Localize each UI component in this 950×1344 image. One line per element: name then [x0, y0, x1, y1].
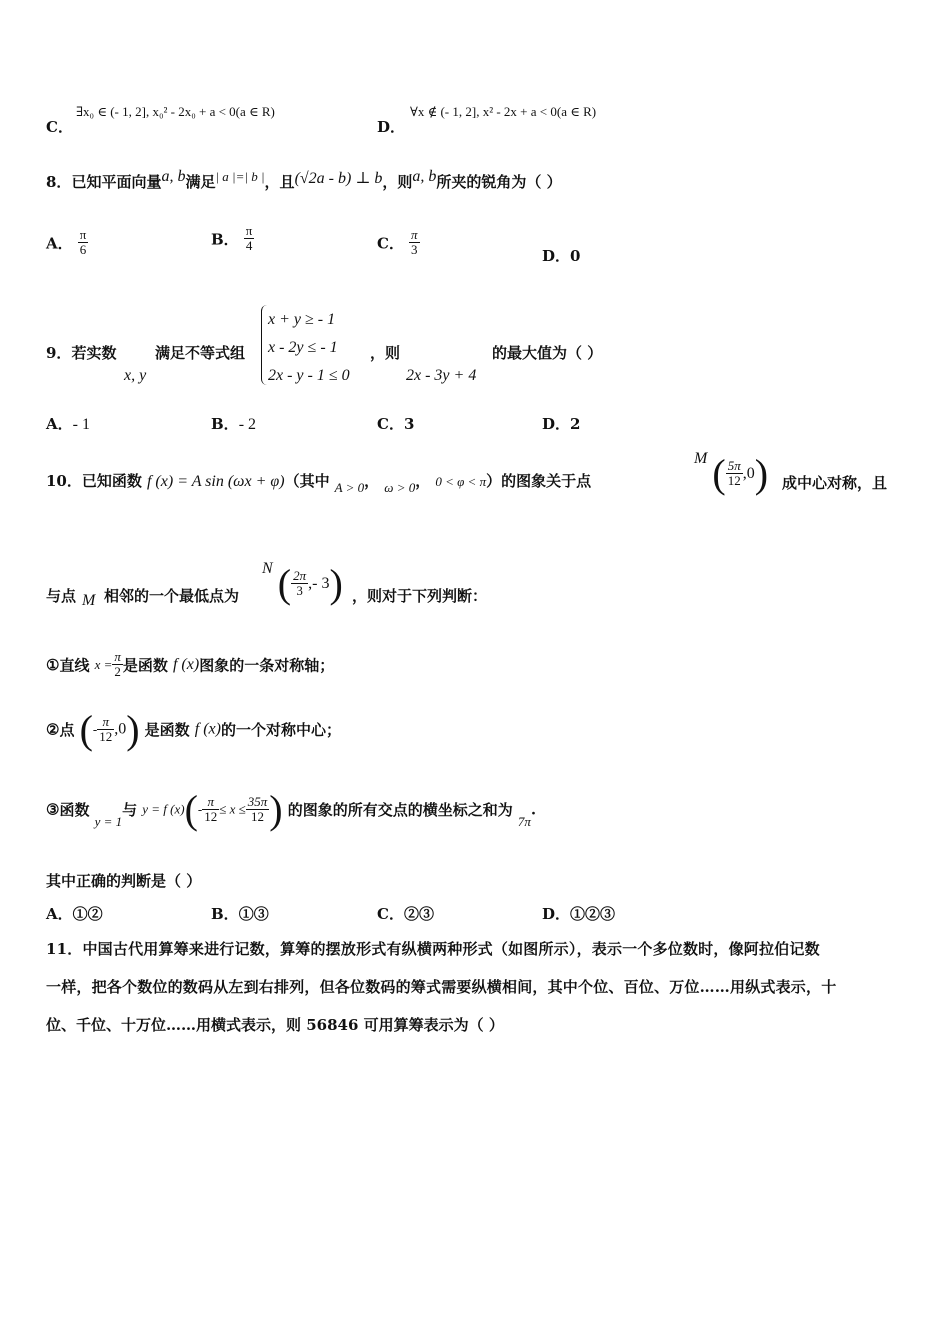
q9-option-label: D．: [542, 415, 571, 433]
q9-option-value: - 2: [238, 416, 257, 433]
q9-option-label: B．: [211, 415, 239, 433]
q10-stem-line1: 10．已知函数 f (x) = A sin (ωx + φ)（其中 $_{A > 0}$， $_{\omega > 0}$， 0 < φ < π）的图象关于点: [46, 472, 592, 495]
q10-text: 已知函数: [81, 472, 142, 490]
q9-text-system: 满足不等式组: [155, 344, 246, 362]
q9-number-text: [46, 342, 116, 363]
q10-ask: 其中正确的判断是（ ）: [46, 872, 202, 890]
q10-statement-2-y: 0: [118, 720, 127, 738]
q10-point-n-x: [291, 569, 308, 599]
fraction-numerator: π: [202, 795, 219, 810]
fraction-denominator: 6: [79, 242, 87, 258]
q9-option-label: A．: [46, 415, 73, 433]
q7-option-d-label: D．: [377, 118, 406, 136]
q10-statement-2-minus: -: [92, 721, 98, 737]
q10-text-lowest: 相邻的一个最低点为: [104, 587, 240, 605]
q10-point-m-label: M: [694, 450, 708, 467]
q10-point-m-ref: M: [82, 592, 96, 609]
fraction-numerator: 35π: [247, 793, 268, 809]
q10-option-label: D．: [542, 905, 571, 923]
q10-condition-a: A > 0: [334, 480, 365, 495]
q9-option-value: 2: [570, 415, 581, 433]
fraction-denominator: 3: [296, 583, 303, 598]
q8-text: 所夹的锐角为（ ）: [436, 173, 562, 191]
q8-stem: [46, 168, 562, 192]
q10-point-n: N ( $\frac{2\pi}{3}$ ,- 3): [262, 560, 343, 606]
q10-number: 10．: [46, 472, 82, 490]
q8-text: 满足: [185, 173, 216, 191]
fraction-numerator: π: [97, 715, 114, 730]
q10-option-a: [46, 903, 103, 924]
fraction-numerator: π: [245, 223, 253, 238]
q7-option-c-label: C．: [46, 118, 73, 136]
q9-target-expression: 2x - 3y + 4: [406, 367, 477, 384]
q10-statement-1-x: x =: [94, 656, 113, 672]
q10-condition-phi: 0 < φ < π: [435, 474, 487, 489]
q10-statement-3-sum: 7π: [517, 814, 531, 829]
q11-line-1: 11．中国古代用算筹来进行记数，算筹的摆放形式有纵横两种形式（如图所示），表示一个多位数时，像阿拉伯记数: [46, 940, 820, 958]
q10-text: 直线: [59, 656, 90, 675]
q8-text: ，则: [382, 173, 413, 191]
fraction-numerator: 5π: [727, 457, 741, 473]
q10-option-d: [542, 903, 615, 924]
q10-text: 图象的一条对称轴；: [199, 656, 335, 675]
q9-option-label: C．: [377, 415, 404, 433]
q9-inequality-2: x - 2y ≤ - 1: [268, 339, 338, 356]
q10-option-label: B．: [211, 905, 239, 923]
q9-variables: x, y: [124, 367, 147, 384]
q8-option-b-fraction: [244, 224, 255, 254]
fraction-denominator: 2: [114, 664, 121, 680]
q10-text-with-point: 与点: [46, 587, 77, 605]
q10-point-m-y: 0: [746, 465, 755, 482]
q10-text: （其中: [284, 472, 330, 490]
fraction-denominator: 4: [245, 238, 253, 254]
q9-text-then: ，则: [370, 344, 401, 362]
q9-option-c: [377, 413, 414, 434]
q8-option-label: B．: [211, 230, 239, 249]
q8-option-c-fraction: [409, 228, 420, 258]
q10-statement-1-mark: ①: [46, 655, 60, 674]
q10-text-judgements: ，则对于下列判断：: [352, 587, 488, 605]
q9-inequality-1: x + y ≥ - 1: [268, 311, 336, 328]
q10-text: 点: [59, 721, 75, 739]
q9-text-max: 的最大值为（ ）: [492, 344, 603, 362]
q8-perpendicular: (√2a - b) ⊥ b: [294, 170, 383, 187]
q8-text: 已知平面向量: [71, 173, 162, 191]
q10-statement-2-function: f (x): [194, 720, 221, 738]
q10-statement-3-y1: y = 1: [94, 814, 123, 829]
q10-statement-3-function: y = f (x): [142, 801, 185, 817]
q8-option-a-fraction: [78, 228, 89, 258]
q9-option-d: [542, 413, 580, 434]
q10-point-n-label: N: [262, 560, 273, 577]
q8-text: ，且: [264, 173, 295, 191]
q9-option-value: 3: [403, 415, 415, 433]
q10-option-value: ①②: [72, 905, 103, 923]
fraction-numerator: π: [79, 227, 87, 242]
q7-option-c-expression: ∃x₀ ∈ (- 1, 2], x₀² - 2x₀ + a < 0(a ∈ R): [76, 104, 275, 119]
q10-text: ）的图象关于点: [486, 472, 592, 490]
q11-line-3: 位、千位、十万位……用横式表示，则 56846 可用算筹表示为（ ）: [46, 1016, 504, 1034]
fraction-denominator: 12: [251, 809, 265, 824]
fraction-denominator: 12: [99, 729, 113, 744]
q9-number: 9．: [46, 344, 72, 362]
q10-text: 是函数: [144, 721, 190, 739]
q8-vectors: a, b: [412, 168, 437, 185]
q10-statement-3-range: ≤ x ≤: [219, 801, 246, 817]
q8-option-label: C．: [377, 234, 404, 253]
q10-statement-2-mark: ②: [46, 720, 60, 739]
q10-option-value: ①③: [238, 905, 269, 923]
q10-text: 是函数: [122, 656, 168, 675]
q10-point-n-y: - 3: [312, 575, 330, 592]
q10-option-c: [377, 903, 434, 924]
q8-option-value: 0: [570, 247, 581, 265]
q10-statement-1: [46, 650, 334, 680]
q9-text: 若实数: [71, 344, 117, 362]
q10-statement-1-fraction: [112, 650, 123, 680]
q10-point-m-x: [726, 459, 743, 489]
fraction-numerator: π: [411, 227, 418, 242]
q9-option-value: - 1: [72, 416, 90, 433]
q7-option-d-expression: ∀x ∉ (- 1, 2], x² - 2x + a < 0(a ∈ R): [410, 104, 597, 119]
q10-statement-3-mark: ③: [46, 800, 60, 819]
q9-inequality-system: [268, 306, 350, 390]
q8-vectors: a, b: [161, 168, 186, 185]
q10-statement-1-function: f (x): [172, 655, 200, 673]
q8-option-c: [377, 228, 420, 258]
fraction-numerator: π: [114, 649, 121, 664]
fraction-numerator: 2π: [293, 567, 307, 583]
q8-option-d: [542, 245, 580, 266]
q10-text: 的一个对称中心；: [220, 721, 341, 739]
q10-condition-omega: ω > 0: [384, 480, 416, 495]
q10-text: 与: [122, 801, 138, 819]
q10-statement-3-period: .: [530, 800, 537, 819]
q10-function: f (x) = A sin (ωx + φ): [146, 473, 285, 490]
q9-option-b: [211, 413, 256, 434]
q10-statement-3-minus: -: [197, 801, 203, 817]
q8-option-a: [46, 228, 88, 258]
q10-statement-3: ③函数 $_{y = 1}$与 y = f (x)(- $\frac{\pi}{12}$ ≤ x ≤ $\frac{35\pi}{12}$ ) 的图象的所有交点的横坐标之和为 $_{7\pi}$.: [46, 787, 537, 832]
q10-option-value: ①②③: [570, 905, 616, 923]
q10-option-label: C．: [377, 905, 404, 923]
fraction-denominator: 12: [727, 473, 741, 488]
q10-option-value: ②③: [403, 905, 434, 923]
q8-number: 8．: [46, 173, 72, 191]
q10-statement-3-lower: [202, 795, 219, 825]
q10-statement-2-fraction: [97, 715, 114, 745]
q8-option-label: A．: [46, 234, 73, 253]
q8-option-b: [211, 224, 254, 254]
q8-condition: | a |=| b |: [215, 169, 265, 184]
q10-statement-3-upper: [246, 795, 270, 825]
q11-line-2: 一样，把各个数位的数码从左到右排列，但各位数码的筹式需要纵横相间，其中个位、百位、万位……用纵式表示，十: [46, 978, 837, 996]
q8-option-label: D．: [542, 247, 571, 265]
q10-text-center: 成中心对称，且: [782, 474, 888, 492]
q10-text: 的图象的所有交点的横坐标之和为: [287, 801, 513, 819]
fraction-denominator: 3: [411, 242, 418, 258]
q10-option-b: [211, 903, 269, 924]
q9-option-a: [46, 413, 90, 434]
fraction-denominator: 12: [204, 809, 218, 824]
q10-text: 函数: [59, 801, 90, 819]
q10-statement-2: ②点 (- $\frac{\pi}{12}$ ,0) 是函数 f (x)的一个对称中心；: [46, 707, 341, 752]
q9-inequality-3: 2x - y - 1 ≤ 0: [268, 367, 350, 384]
q10-point-m: M ( $\frac{5\pi}{12}$ ,0): [694, 450, 769, 496]
q10-option-label: A．: [46, 905, 73, 923]
